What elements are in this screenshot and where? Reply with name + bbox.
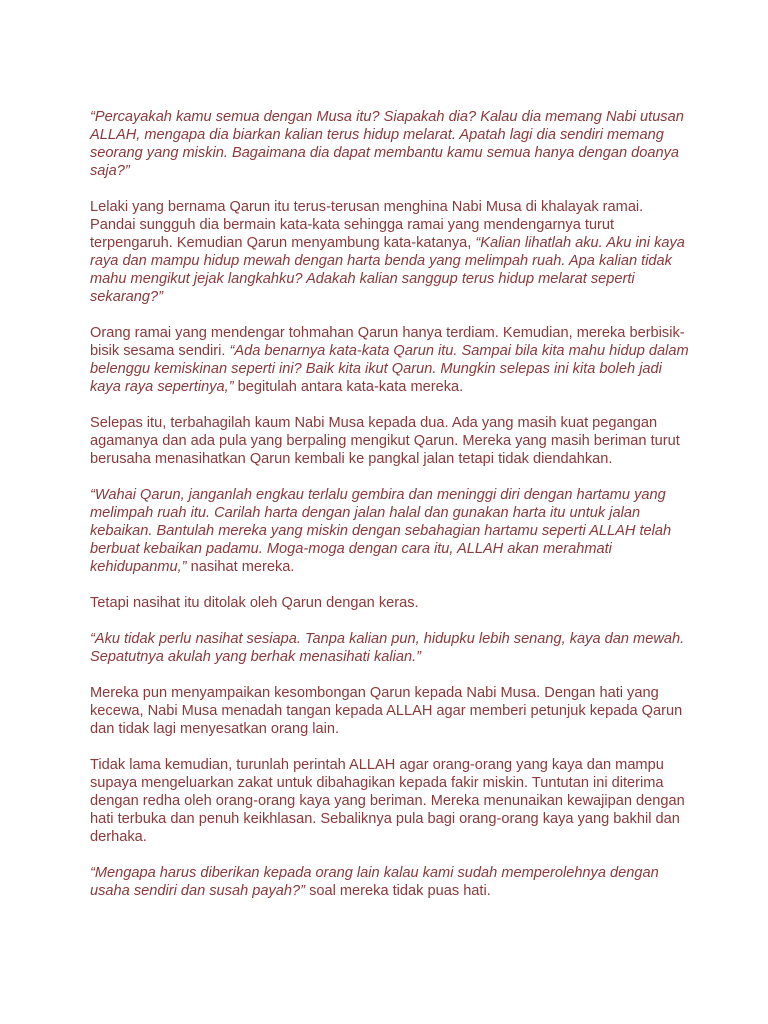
paragraph-5: [90, 486, 690, 576]
narrative-text: Lelaki yang bernama Qarun itu terus-terusan menghina Nabi Musa di khalayak ramai. Pandai sungguh dia bermain kata-kata sehingga ramai yang mendengarnya turut terpengaruh. Kemudian Qarun menyambung kata-katanya,: [90, 199, 644, 251]
paragraph-2: [90, 198, 690, 306]
narrative-text: begitulah antara kata-kata mereka.: [233, 379, 464, 395]
quote-text: “Ada benarnya kata-kata Qarun itu. Sampai bila kita mahu hidup dalam belenggu kemiskinan seperti ini? Baik kita ikut Qarun. Mungkin selepas ini kita boleh jadi kaya raya sepertinya,”: [90, 343, 689, 395]
paragraph-9: [90, 756, 690, 846]
quote-text: “Mengapa harus diberikan kepada orang lain kalau kami sudah memperolehnya dengan usaha sendiri dan susah payah?”: [90, 865, 659, 899]
paragraph-8: [90, 684, 690, 738]
narrative-text: Tidak lama kemudian, turunlah perintah ALLAH agar orang-orang yang kaya dan mampu supaya mengeluarkan zakat untuk dibahagikan kepada fakir miskin. Tuntutan ini diterima dengan redha oleh orang-orang kaya yang beriman. Mereka menunaikan kewajipan dengan hati terbuka dan penuh keikhlasan. Sebaliknya pula bagi orang-orang kaya yang bakhil dan derhaka.: [90, 757, 685, 845]
paragraph-3: [90, 324, 690, 396]
paragraph-1: [90, 108, 690, 180]
narrative-text: nasihat mereka.: [186, 559, 295, 575]
quote-text: “Wahai Qarun, janganlah engkau terlalu gembira dan meninggi diri dengan hartamu yang melimpah ruah itu. Carilah harta dengan jalan halal dan gunakan harta itu untuk jalan kebaikan. Bantulah mereka yang miskin dengan sebahagian hartamu seperti ALLAH telah berbuat kebaikan padamu. Moga-moga dengan cara itu, ALLAH akan merahmati kehidupanmu,”: [90, 487, 672, 575]
quote-text: “Percayakah kamu semua dengan Musa itu? Siapakah dia? Kalau dia memang Nabi utusan ALLAH, mengapa dia biarkan kalian terus hidup melarat. Apatah lagi dia sendiri memang seorang yang miskin. Bagaimana dia dapat membantu kamu semua hanya dengan doanya saja?”: [90, 109, 684, 179]
narrative-text: Orang ramai yang mendengar tohmahan Qarun hanya terdiam. Kemudian, mereka berbisik-bisik sesama sendiri.: [90, 325, 685, 359]
paragraph-6: [90, 594, 690, 612]
quote-text: “Aku tidak perlu nasihat sesiapa. Tanpa kalian pun, hidupku lebih senang, kaya dan mewah. Sepatutnya akulah yang berhak menasihati kalian.”: [90, 631, 685, 665]
narrative-text: Mereka pun menyampaikan kesombongan Qarun kepada Nabi Musa. Dengan hati yang kecewa, Nabi Musa menadah tangan kepada ALLAH agar memberi petunjuk kepada Qarun dan tidak lagi menyesatkan orang lain.: [90, 685, 683, 737]
narrative-text: Selepas itu, terbahagilah kaum Nabi Musa kepada dua. Ada yang masih kuat pegangan agamanya dan ada pula yang berpaling mengikut Qarun. Mereka yang masih beriman turut berusaha menasihatkan Qarun kembali ke pangkal jalan tetapi tidak diendahkan.: [90, 415, 680, 467]
paragraph-4: [90, 414, 690, 468]
paragraph-10: [90, 864, 690, 900]
quote-text: “Kalian lihatlah aku. Aku ini kaya raya dan mampu hidup mewah dengan harta benda yang melimpah ruah. Apa kalian tidak mahu mengikut jejak langkahku? Adakah kalian sanggup terus hidup melarat seperti sekarang?”: [90, 235, 685, 305]
document-body: [90, 108, 690, 918]
paragraph-7: [90, 630, 690, 666]
narrative-text: Tetapi nasihat itu ditolak oleh Qarun dengan keras.: [90, 595, 419, 611]
narrative-text: soal mereka tidak puas hati.: [305, 883, 491, 899]
